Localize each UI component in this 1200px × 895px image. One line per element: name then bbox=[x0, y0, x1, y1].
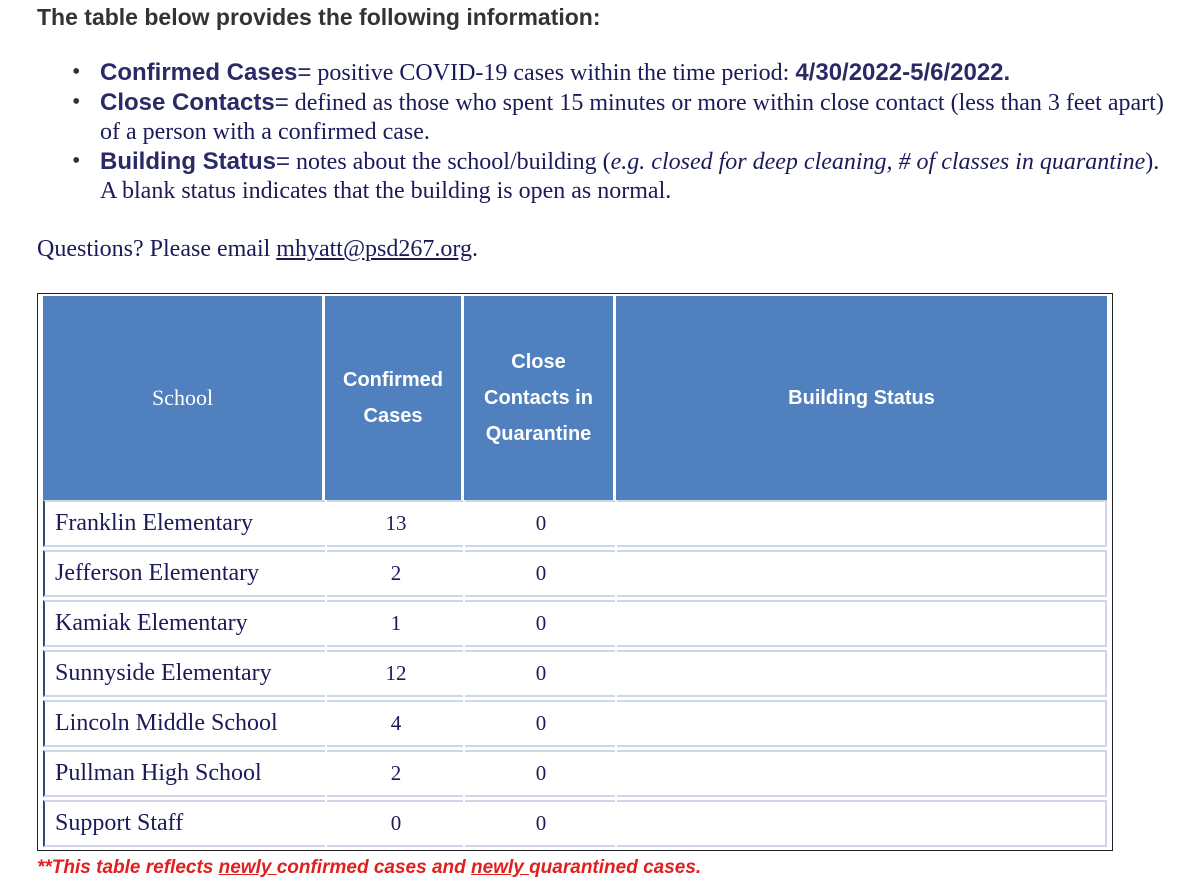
info-item-close-contacts: • Close Contacts= defined as those who spent 15 minutes or more within close contact (less than 3 feet apart) of a person with a confirmed case. bbox=[62, 88, 1172, 147]
column-divider bbox=[615, 650, 617, 697]
confirmed-cases-value: 4 bbox=[390, 711, 402, 735]
column-divider bbox=[463, 750, 465, 797]
column-divider bbox=[325, 750, 327, 797]
column-divider bbox=[463, 800, 465, 847]
table-row bbox=[43, 800, 1107, 847]
column-divider bbox=[325, 700, 327, 747]
close-contacts-value: 0 bbox=[535, 711, 547, 735]
confirmed-cases-value: 12 bbox=[385, 661, 407, 685]
close-contacts-value: 0 bbox=[535, 811, 547, 835]
info-item-building-status: • Building Status= notes about the school/building (e.g. closed for deep cleaning, # of classes in quarantine). A blank status indicates that the building is open as normal. bbox=[62, 147, 1172, 206]
school-name: Jefferson Elementary bbox=[55, 560, 260, 586]
school-name: Kamiak Elementary bbox=[55, 610, 248, 636]
info-list bbox=[62, 58, 1172, 206]
table-row bbox=[43, 600, 1107, 647]
info-item-confirmed-cases: • Confirmed Cases= positive COVID-19 cases within the time period: 4/30/2022-5/6/2022. bbox=[62, 58, 1172, 88]
term-confirmed-cases: Confirmed Cases bbox=[100, 59, 298, 86]
footnote: **This table reflects newly confirmed cases and newly quarantined cases. bbox=[37, 857, 702, 878]
close-contacts-value: 0 bbox=[535, 611, 547, 635]
column-divider bbox=[325, 600, 327, 647]
column-divider bbox=[615, 750, 617, 797]
confirmed-cases-value: 2 bbox=[390, 561, 402, 585]
term-close-contacts: Close Contacts bbox=[100, 89, 275, 116]
confirmed-cases-value: 0 bbox=[390, 811, 402, 835]
header-school: School bbox=[43, 296, 322, 500]
table-row bbox=[43, 550, 1107, 597]
column-divider bbox=[325, 650, 327, 697]
header-close-contacts: Close Contacts in Quarantine bbox=[464, 296, 613, 500]
column-divider bbox=[325, 500, 327, 547]
column-divider bbox=[325, 800, 327, 847]
newly-underlined-2: newly bbox=[471, 857, 530, 878]
intro-title: The table below provides the following information: bbox=[37, 4, 601, 30]
column-divider bbox=[463, 600, 465, 647]
close-contacts-value: 0 bbox=[535, 511, 547, 535]
column-divider bbox=[325, 550, 327, 597]
column-divider bbox=[463, 650, 465, 697]
table-row bbox=[43, 650, 1107, 697]
email-link[interactable]: mhyatt@psd267.org bbox=[276, 236, 472, 262]
column-divider bbox=[615, 800, 617, 847]
column-divider bbox=[615, 700, 617, 747]
close-contacts-desc: defined as those who spent 15 minutes or more within close contact (less than 3 feet apart) of a person with a confirmed case. bbox=[100, 90, 1164, 145]
column-divider bbox=[463, 550, 465, 597]
close-contacts-value: 0 bbox=[535, 661, 547, 685]
school-name: Franklin Elementary bbox=[55, 510, 253, 536]
confirmed-cases-value: 1 bbox=[390, 611, 402, 635]
column-divider bbox=[615, 600, 617, 647]
confirmed-cases-value: 13 bbox=[385, 511, 407, 535]
header-building-status: Building Status bbox=[616, 296, 1107, 500]
close-contacts-value: 0 bbox=[535, 761, 547, 785]
column-divider bbox=[463, 500, 465, 547]
school-name: Lincoln Middle School bbox=[55, 710, 278, 736]
confirmed-cases-desc: positive COVID-19 cases within the time period: bbox=[311, 60, 796, 86]
term-building-status: Building Status bbox=[100, 148, 276, 175]
newly-underlined-1: newly bbox=[218, 857, 277, 878]
column-divider bbox=[615, 500, 617, 547]
column-divider bbox=[463, 700, 465, 747]
questions-line: Questions? Please email mhyatt@psd267.org. bbox=[37, 236, 478, 262]
close-contacts-value: 0 bbox=[535, 561, 547, 585]
building-status-examples: e.g. closed for deep cleaning, # of classes in quarantine bbox=[610, 149, 1146, 175]
school-name: Support Staff bbox=[55, 810, 184, 836]
header-confirmed-cases: Confirmed Cases bbox=[325, 296, 461, 500]
school-name: Pullman High School bbox=[55, 760, 262, 786]
table-row bbox=[43, 500, 1107, 547]
column-divider bbox=[615, 550, 617, 597]
table-row bbox=[43, 700, 1107, 747]
school-name: Sunnyside Elementary bbox=[55, 660, 272, 686]
confirmed-cases-value: 2 bbox=[390, 761, 402, 785]
table-row bbox=[43, 750, 1107, 797]
date-range: 4/30/2022-5/6/2022. bbox=[795, 59, 1011, 86]
